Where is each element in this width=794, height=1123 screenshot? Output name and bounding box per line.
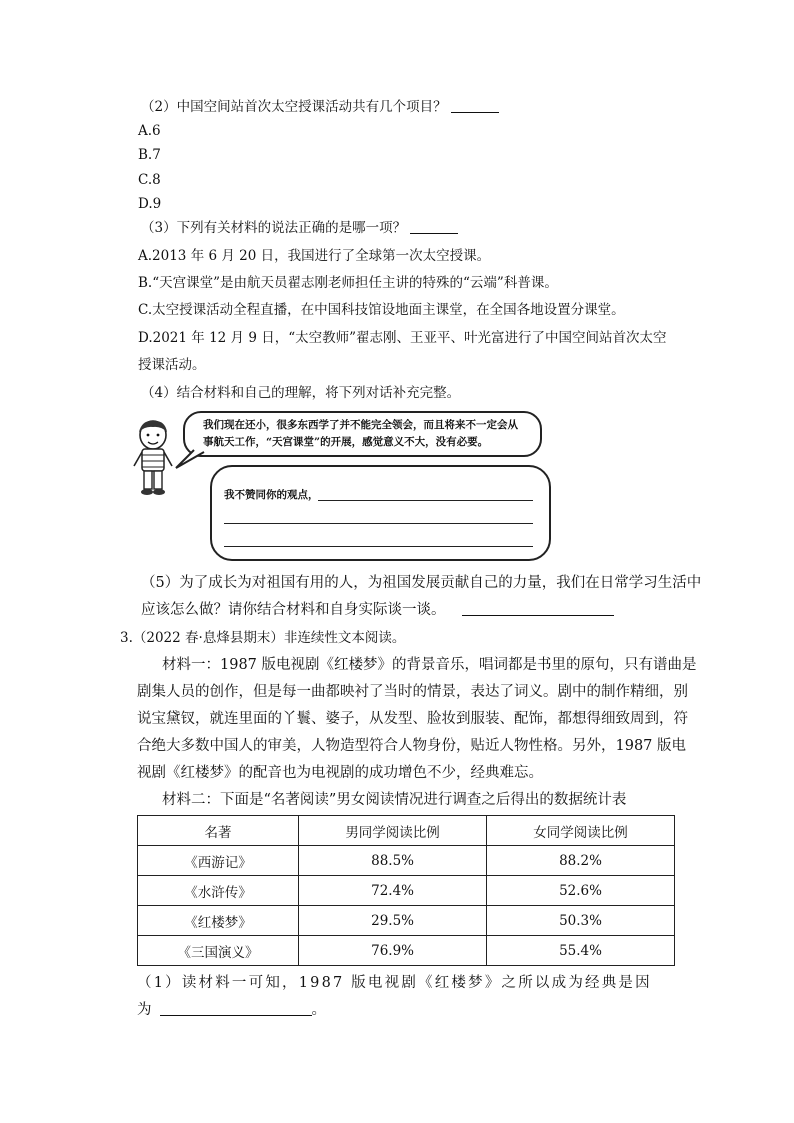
answer-blank[interactable] [160, 1001, 312, 1016]
table-cell: 52.6% [487, 876, 675, 906]
reply-answer-line-2[interactable] [224, 523, 533, 524]
material1-line4: 合绝大多数中国人的审美，人物造型符合人物身份，贴近人物性格。另外，1987 版电 [137, 738, 687, 754]
table-cell: 76.9% [299, 936, 487, 966]
table-cell: 55.4% [487, 936, 675, 966]
q3-option-d-cont: 授课活动。 [138, 357, 206, 373]
reply-answer-line-1[interactable] [318, 500, 533, 501]
q5-line2: 应该怎么做？请你结合材料和自身实际谈一谈。 [141, 600, 614, 620]
answer-blank[interactable] [410, 219, 458, 234]
material1-line2: 剧集人员的创作，但是每一曲都映衬了当时的情景，表达了词义。剧中的制作精细，别 [137, 684, 688, 700]
reading-stats-table [137, 815, 675, 966]
answer-blank[interactable] [451, 98, 499, 113]
material2-caption: 材料二：下面是“名著阅读”男女阅读情况进行调查之后得出的数据统计表 [162, 792, 627, 808]
q3-option-a: A.2013 年 6 月 20 日，我国进行了全球第一次太空授课。 [138, 248, 491, 264]
table-cell: 50.3% [487, 906, 675, 936]
table-row [138, 906, 675, 936]
bubble-tail [170, 448, 210, 472]
table-cell: 《水浒传》 [138, 876, 299, 906]
reply-prefix: 我不赞同你的观点， [224, 489, 319, 501]
sub1-line2: 为 。 [137, 1002, 326, 1018]
q2-option-a: A.6 [138, 123, 161, 139]
table-header-row [138, 816, 675, 846]
boy-speech-line2: 事航天工作，“天宫课堂”的开展，感觉意义不大，没有必要。 [203, 436, 489, 448]
answer-blank[interactable] [462, 601, 614, 616]
table-cell: 《三国演义》 [138, 936, 299, 966]
table-row [138, 876, 675, 906]
material1-line3: 说宝黛钗，就连里面的丫鬟、婆子，从发型、脸妆到服装、配饰，都想得细致周到，符 [137, 711, 688, 727]
q3-option-d: D.2021 年 12 月 9 日，“太空教师”翟志刚、王亚平、叶光富进行了中国空间站首次太空 [138, 330, 667, 346]
q3-stem: （3）下列有关材料的说法正确的是哪一项？ [141, 218, 458, 238]
table-cell: 《红楼梦》 [138, 906, 299, 936]
q4-stem: （4）结合材料和自己的理解，将下列对话补充完整。 [141, 385, 461, 401]
table-cell: 72.4% [299, 876, 487, 906]
q2-option-b: B.7 [138, 147, 161, 163]
table-header-cell: 女同学阅读比例 [487, 816, 675, 846]
table-row [138, 936, 675, 966]
q2-option-d: D.9 [138, 196, 162, 212]
q3-main-header: 3.（2022 春·息烽县期末）非连续性文本阅读。 [120, 630, 406, 646]
boy-speech-bubble [183, 411, 542, 457]
sub1-line1: （1）读材料一可知，1987 版电视剧《红楼梦》之所以成为经典是因 [137, 975, 652, 991]
table-cell: 88.5% [299, 846, 487, 876]
table-cell: 29.5% [299, 906, 487, 936]
table-header-cell: 名著 [138, 816, 299, 846]
table-cell: 88.2% [487, 846, 675, 876]
material1-line5: 视剧《红楼梦》的配音也为电视剧的成功增色不少，经典难忘。 [137, 765, 543, 781]
material1-line1: 材料一：1987 版电视剧《红楼梦》的背景音乐，唱词都是书里的原句，只有谱曲是 [162, 657, 697, 673]
q3-option-c: C.太空授课活动全程直播，在中国科技馆设地面主课堂，在全国各地设置分课堂。 [138, 302, 625, 318]
reply-answer-line-3[interactable] [224, 546, 533, 547]
q2-option-c: C.8 [138, 172, 161, 188]
reply-bubble [210, 465, 551, 561]
boy-speech-line1: 我们现在还小，很多东西学了并不能完全领会，而且将来不一定会从 [203, 419, 518, 431]
table-cell: 《西游记》 [138, 846, 299, 876]
q5-line1: （5）为了成长为对祖国有用的人，为祖国发展贡献自己的力量，我们在日常学习生活中 [141, 575, 702, 591]
table-row [138, 846, 675, 876]
table-header-cell: 男同学阅读比例 [299, 816, 487, 846]
q3-option-b: B.“天宫课堂”是由航天员翟志刚老师担任主讲的特殊的“云端”科普课。 [138, 275, 558, 291]
q2-stem: （2）中国空间站首次太空授课活动共有几个项目？ [141, 97, 499, 117]
